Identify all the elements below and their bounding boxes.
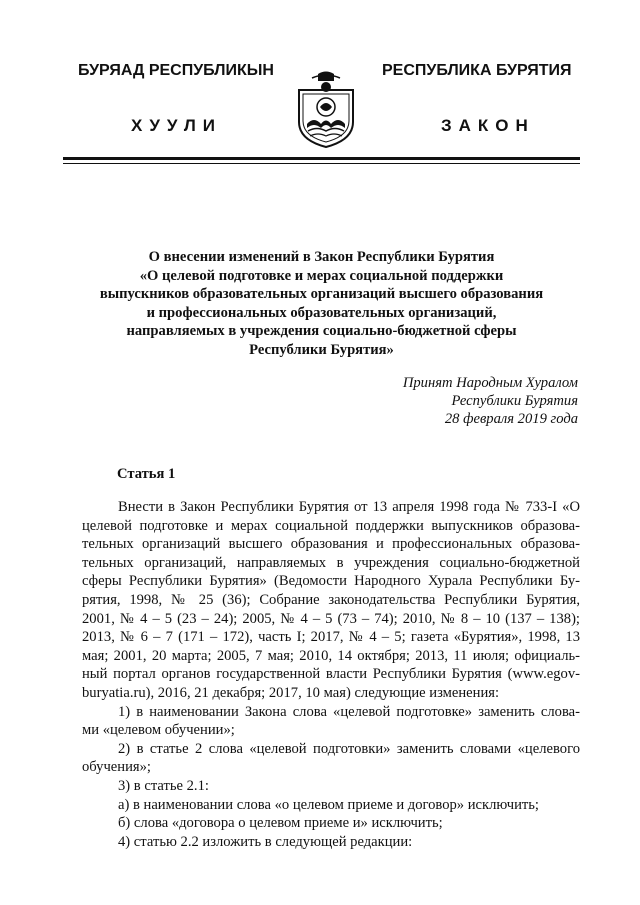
title-line: выпускников образовательных организаций высшего образования — [99, 286, 544, 303]
header-rule-thin — [63, 163, 580, 164]
body-line: сферы Республики Бурятия» (Ведомости Народного Хурала Республики Бу- — [82, 573, 580, 590]
body-line: ный портал органов государственной власти Республики Бурятия (www.egov- — [82, 666, 580, 683]
body-line: б) слова «договора о целевом приеме и» исключить; — [118, 815, 443, 832]
body-line: Внести в Закон Республики Бурятия от 13 апреля 1998 года № 733-I «О — [118, 499, 580, 515]
body-line: тельных организаций высшего образования и профессиональных образова- — [82, 536, 580, 553]
header-left-title: БУРЯАД РЕСПУБЛИКЫН — [78, 62, 274, 79]
body-line: а) в наименовании слова «о целевом приеме и договор» исключить; — [118, 796, 539, 813]
adoption-date: 28 февраля 2019 года — [444, 411, 578, 427]
coat-of-arms-icon — [294, 70, 358, 148]
article-heading: Статья 1 — [117, 466, 176, 482]
body-line: рятия, 1998, № 25 (36); Собрание законодательства Республики Бурятия, — [82, 591, 580, 608]
header-left-subtitle: ХУУЛИ — [131, 116, 222, 135]
article-body — [82, 498, 580, 851]
body-line: целевой подготовке и мерах социальной поддержки выпускников образова- — [82, 517, 580, 534]
body-line: тельных организаций, направляемых в учреждения социально-бюджетной — [82, 554, 580, 571]
title-line: и профессиональных образовательных организаций, — [146, 304, 497, 321]
title-line: Республики Бурятия» — [249, 341, 394, 358]
header-right-subtitle: ЗАКОН — [441, 116, 535, 135]
title-line: О внесении изменений в Закон Республики Бурятия — [148, 249, 495, 265]
body-line: 2013, № 6 – 7 (171 – 172), часть I; 2017, № 4 – 5; газета «Бурятия», 1998, 13 — [82, 629, 580, 646]
body-line: мая; 2001, 20 марта; 2005, 7 мая; 2010, 14 октября; 2013, 11 июля; официаль- — [82, 647, 580, 664]
header-right-title: РЕСПУБЛИКА БУРЯТИЯ — [382, 62, 572, 79]
body-line: 1) в наименовании Закона слова «целевой подготовке» заменить слова- — [118, 703, 580, 720]
body-line: 2) в статье 2 слова «целевой подготовки» заменить словами «целевого — [118, 740, 580, 757]
body-line: 2001, № 4 – 5 (23 – 24); 2005, № 4 – 5 (73 – 74); 2010, № 8 – 10 (137 – 138); — [82, 610, 580, 627]
adoption-note — [403, 374, 578, 428]
title-line: направляемых в учреждения социально-бюджетной сферы — [126, 323, 517, 340]
adoption-line: Принят Народным Хуралом — [402, 375, 578, 391]
title-line: «О целевой подготовке и мерах социальной поддержки — [139, 267, 504, 284]
header-rule-thick — [63, 157, 580, 160]
adoption-line: Республики Бурятия — [451, 393, 578, 409]
law-title — [63, 248, 580, 360]
body-line: обучения»; — [82, 759, 151, 776]
body-line: 3) в статье 2.1: — [118, 777, 209, 794]
body-line: ми «целевом обучении»; — [82, 722, 235, 739]
body-line: buryatia.ru), 2016, 21 декабря; 2017, 10 мая) следующие изменения: — [82, 684, 500, 701]
body-line: 4) статью 2.2 изложить в следующей редакции: — [118, 833, 413, 850]
